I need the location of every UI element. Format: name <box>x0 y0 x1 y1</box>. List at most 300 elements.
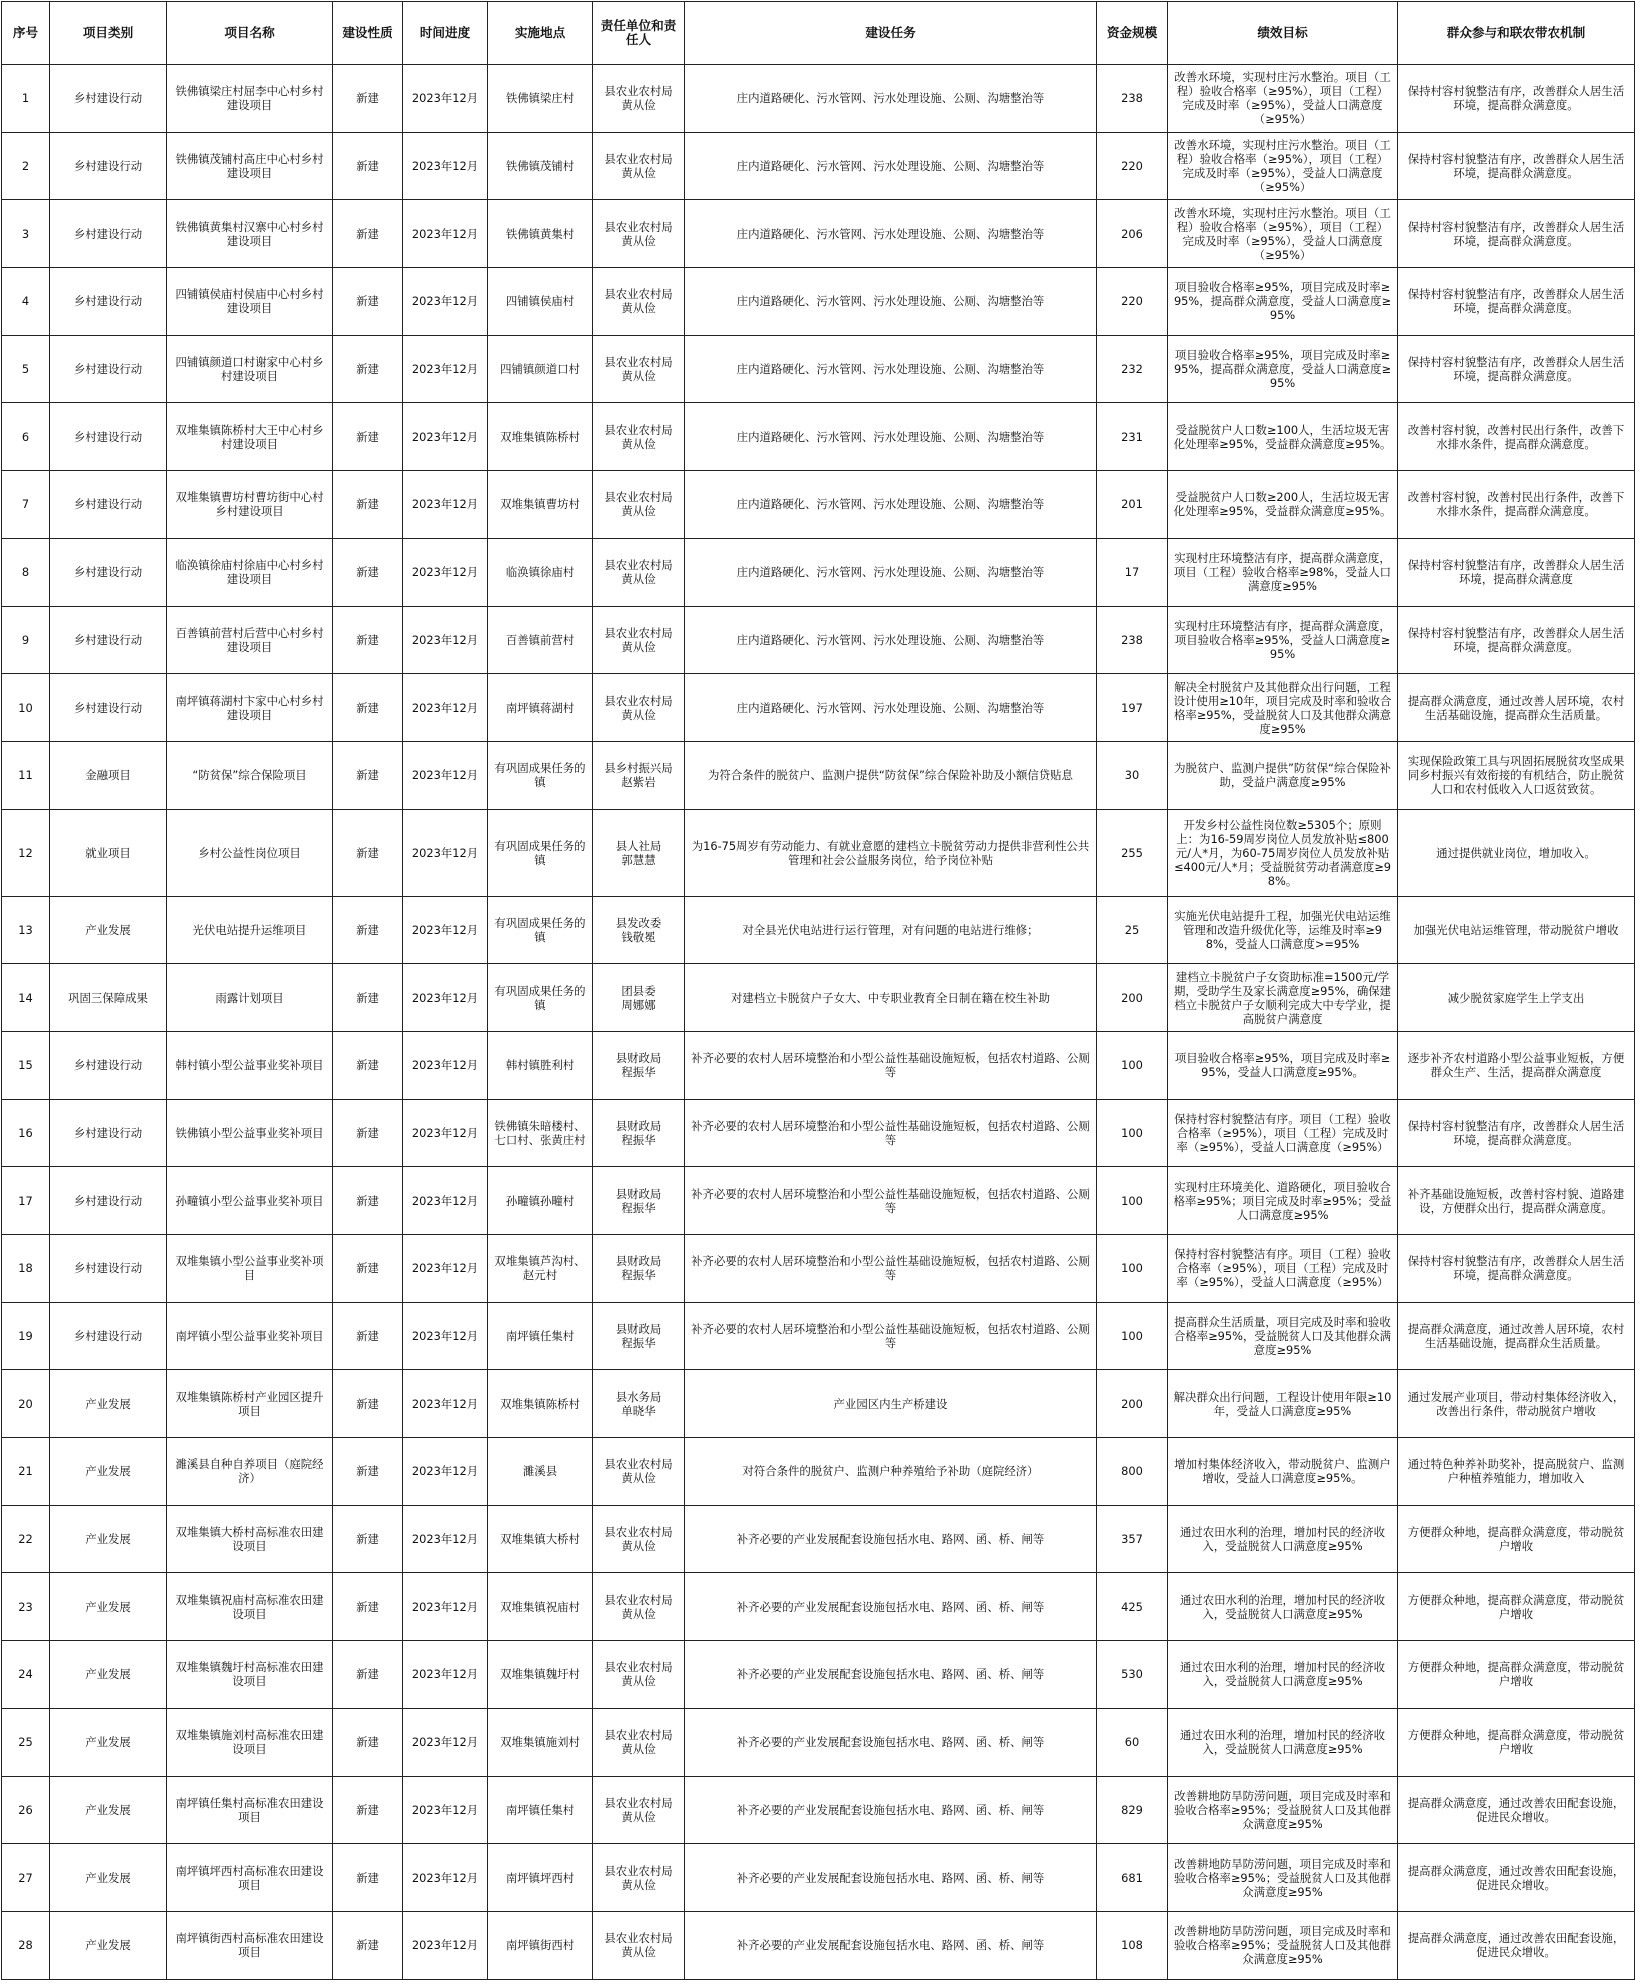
cell-task: 补齐必要的产业发展配套设施包括水电、路网、函、桥、闸等 <box>685 1641 1097 1709</box>
table-row <box>2 65 1635 133</box>
cell-goal: 开发乡村公益性岗位数≥5305个；原则上：为16-59周岁岗位人员发放补贴≤800元/人*月，为60-75周岁岗位人员发放补贴≤400元/人*月；受益脱贫劳动者满意度≥98%。 <box>1168 809 1398 896</box>
cell-no: 23 <box>2 1573 50 1641</box>
cell-no: 22 <box>2 1505 50 1573</box>
cell-goal: 实现村庄环境整洁有序，提高群众满意度，项目验收合格率≥95%，受益人口满意度≥95% <box>1168 606 1398 674</box>
cell-mechanism: 通过特色种养补助奖补，提高脱贫户、监测户种植养殖能力，增加收入 <box>1398 1438 1635 1506</box>
cell-location: 南坪镇蒋湖村 <box>488 674 593 742</box>
cell-no: 18 <box>2 1235 50 1303</box>
cell-nature: 新建 <box>333 268 403 336</box>
cell-fund: 206 <box>1097 200 1168 268</box>
cell-name: “防贫保”综合保险项目 <box>167 741 333 809</box>
cell-category: 产业发展 <box>50 896 167 964</box>
project-table <box>1 1 1635 1980</box>
cell-name: 孙疃镇小型公益事业奖补项目 <box>167 1167 333 1235</box>
table-row <box>2 1641 1635 1709</box>
cell-category: 乡村建设行动 <box>50 1302 167 1370</box>
cell-no: 28 <box>2 1911 50 1979</box>
cell-mechanism: 提高群众满意度，通过改善农田配套设施，促进民众增收。 <box>1398 1911 1635 1979</box>
header-category: 项目类别 <box>50 2 167 65</box>
cell-name: 光伏电站提升运维项目 <box>167 896 333 964</box>
unit-name: 县农业农村局 <box>604 1525 673 1540</box>
header-no: 序号 <box>2 2 50 65</box>
cell-location: 双堆集镇施刘村 <box>488 1708 593 1776</box>
cell-location: 双堆集镇芦沟村、赵元村 <box>488 1235 593 1303</box>
cell-goal: 通过农田水利的治理，增加村民的经济收入，受益脱贫人口满意度≥95% <box>1168 1708 1398 1776</box>
cell-category: 产业发展 <box>50 1911 167 1979</box>
cell-no: 17 <box>2 1167 50 1235</box>
cell-no: 5 <box>2 335 50 403</box>
cell-unit <box>593 1505 685 1573</box>
person-name: 程振华 <box>621 1200 656 1215</box>
cell-schedule: 2023年12月 <box>403 1370 488 1438</box>
table-row <box>2 896 1635 964</box>
person-name: 周娜娜 <box>621 997 656 1012</box>
cell-fund: 232 <box>1097 335 1168 403</box>
cell-fund: 681 <box>1097 1844 1168 1912</box>
cell-location: 双堆集镇祝庙村 <box>488 1573 593 1641</box>
cell-name: 双堆集镇陈桥村大王中心村乡村建设项目 <box>167 403 333 471</box>
cell-category: 乡村建设行动 <box>50 200 167 268</box>
cell-schedule: 2023年12月 <box>403 1573 488 1641</box>
cell-schedule: 2023年12月 <box>403 741 488 809</box>
cell-mechanism: 逐步补齐农村道路小型公益事业短板，方便群众生产、生活，提高群众满意度 <box>1398 1031 1635 1099</box>
cell-goal: 改善耕地防旱防涝问题，项目完成及时率和验收合格率≥95%；受益脱贫人口及其他群众满意度≥95% <box>1168 1776 1398 1844</box>
cell-mechanism: 保持村容村貌整洁有序，改善群众人居生活环境，提高群众满意度。 <box>1398 200 1635 268</box>
cell-fund: 30 <box>1097 741 1168 809</box>
cell-task: 补齐必要的产业发展配套设施包括水电、路网、函、桥、闸等 <box>685 1505 1097 1573</box>
cell-nature: 新建 <box>333 1573 403 1641</box>
cell-schedule: 2023年12月 <box>403 1641 488 1709</box>
cell-task: 庄内道路硬化、污水管网、污水处理设施、公厕、沟塘整治等 <box>685 403 1097 471</box>
cell-no: 20 <box>2 1370 50 1438</box>
unit-name: 县农业农村局 <box>604 693 673 708</box>
cell-nature: 新建 <box>333 200 403 268</box>
cell-fund: 100 <box>1097 1235 1168 1303</box>
cell-category: 乡村建设行动 <box>50 606 167 674</box>
cell-nature: 新建 <box>333 403 403 471</box>
cell-mechanism: 通过提供就业岗位，增加收入。 <box>1398 809 1635 896</box>
cell-goal: 解决全村脱贫户及其他群众出行问题，工程设计使用≥10年，项目完成及时率和验收合格率≥95%，受益脱贫人口及其他群众满意度≥95% <box>1168 674 1398 742</box>
unit-name: 县财政局 <box>615 1051 662 1066</box>
cell-name: 双堆集镇陈桥村产业园区提升项目 <box>167 1370 333 1438</box>
cell-location: 南坪镇任集村 <box>488 1776 593 1844</box>
cell-task: 庄内道路硬化、污水管网、污水处理设施、公厕、沟塘整治等 <box>685 335 1097 403</box>
cell-schedule: 2023年12月 <box>403 809 488 896</box>
cell-unit <box>593 1099 685 1167</box>
cell-unit <box>593 1641 685 1709</box>
cell-location: 四铺镇颜道口村 <box>488 335 593 403</box>
unit-name: 县水务局 <box>615 1389 662 1404</box>
cell-name: 双堆集镇施刘村高标准农田建设项目 <box>167 1708 333 1776</box>
table-row <box>2 1573 1635 1641</box>
cell-category: 巩固三保障成果 <box>50 964 167 1032</box>
cell-nature: 新建 <box>333 674 403 742</box>
cell-category: 乡村建设行动 <box>50 65 167 133</box>
cell-category: 金融项目 <box>50 741 167 809</box>
cell-goal: 改善水环境，实现村庄污水整治。项目（工程）验收合格率（≥95%），项目（工程）完成及时率（≥95%），受益人口满意度（≥95%） <box>1168 132 1398 200</box>
cell-mechanism: 提高群众满意度，通过改善人居环境，农村生活基础设施，提高群众生活质量。 <box>1398 1302 1635 1370</box>
header-schedule: 时间进度 <box>403 2 488 65</box>
table-row <box>2 1844 1635 1912</box>
cell-nature: 新建 <box>333 1641 403 1709</box>
cell-unit <box>593 403 685 471</box>
unit-name: 县财政局 <box>615 1322 662 1337</box>
cell-mechanism: 保持村容村貌整洁有序，改善群众人居生活环境，提高群众满意度。 <box>1398 606 1635 674</box>
cell-location: 临涣镇徐庙村 <box>488 538 593 606</box>
cell-no: 12 <box>2 809 50 896</box>
cell-category: 产业发展 <box>50 1844 167 1912</box>
cell-unit <box>593 606 685 674</box>
unit-name: 县发改委 <box>615 915 662 930</box>
cell-goal: 保持村容村貌整洁有序。项目（工程）验收合格率（≥95%），项目（工程）完成及时率（≥95%），受益人口满意度（≥95%） <box>1168 1099 1398 1167</box>
cell-goal: 项目验收合格率≥95%，项目完成及时率≥95%，提高群众满意度，受益人口满意度≥95% <box>1168 335 1398 403</box>
cell-category: 产业发展 <box>50 1708 167 1776</box>
cell-task: 庄内道路硬化、污水管网、污水处理设施、公厕、沟塘整治等 <box>685 471 1097 539</box>
table-row <box>2 1302 1635 1370</box>
person-name: 程振华 <box>621 1268 656 1283</box>
unit-name: 县农业农村局 <box>604 219 673 234</box>
table-row <box>2 741 1635 809</box>
cell-fund: 231 <box>1097 403 1168 471</box>
cell-schedule: 2023年12月 <box>403 1235 488 1303</box>
cell-schedule: 2023年12月 <box>403 471 488 539</box>
cell-fund: 100 <box>1097 1302 1168 1370</box>
cell-name: 雨露计划项目 <box>167 964 333 1032</box>
header-row <box>2 2 1635 65</box>
cell-schedule: 2023年12月 <box>403 132 488 200</box>
cell-task: 对符合条件的脱贫户、监测户种养殖给予补助（庭院经济） <box>685 1438 1097 1506</box>
cell-category: 乡村建设行动 <box>50 674 167 742</box>
cell-no: 25 <box>2 1708 50 1776</box>
cell-task: 为16-75周岁有劳动能力、有就业意愿的建档立卡脱贫劳动力提供非营利性公共管理和社会公益服务岗位，给予岗位补贴 <box>685 809 1097 896</box>
cell-goal: 实施光伏电站提升工程，加强光伏电站运维管理和改造升级优化等，运维及时率≥98%，受益人口满意度>=95% <box>1168 896 1398 964</box>
cell-no: 1 <box>2 65 50 133</box>
cell-fund: 60 <box>1097 1708 1168 1776</box>
cell-mechanism: 保持村容村貌整洁有序，改善群众人居生活环境，提高群众满意度。 <box>1398 132 1635 200</box>
cell-nature: 新建 <box>333 809 403 896</box>
unit-name: 县农业农村局 <box>604 1592 673 1607</box>
table-row <box>2 1031 1635 1099</box>
header-name: 项目名称 <box>167 2 333 65</box>
cell-no: 13 <box>2 896 50 964</box>
unit-name: 县农业农村局 <box>604 287 673 302</box>
cell-goal: 实现村庄环境整洁有序，提高群众满意度，项目（工程）验收合格率≥98%，受益人口满意度≥95% <box>1168 538 1398 606</box>
unit-name: 县人社局 <box>615 838 662 853</box>
cell-goal: 通过农田水利的治理，增加村民的经济收入，受益脱贫人口满意度≥95% <box>1168 1641 1398 1709</box>
cell-mechanism: 减少脱贫家庭学生上学支出 <box>1398 964 1635 1032</box>
cell-mechanism: 提高群众满意度，通过改善农田配套设施，促进民众增收。 <box>1398 1844 1635 1912</box>
cell-no: 8 <box>2 538 50 606</box>
cell-nature: 新建 <box>333 1167 403 1235</box>
person-name: 单晓华 <box>621 1403 656 1418</box>
table-row <box>2 674 1635 742</box>
unit-name: 县农业农村局 <box>604 152 673 167</box>
unit-name: 县财政局 <box>615 1118 662 1133</box>
cell-location: 南坪镇街西村 <box>488 1911 593 1979</box>
cell-category: 乡村建设行动 <box>50 268 167 336</box>
cell-fund: 17 <box>1097 538 1168 606</box>
unit-name: 团县委 <box>621 983 656 998</box>
cell-unit <box>593 1844 685 1912</box>
cell-unit <box>593 1167 685 1235</box>
table-row <box>2 268 1635 336</box>
cell-fund: 25 <box>1097 896 1168 964</box>
person-name: 黄从俭 <box>621 233 656 248</box>
person-name: 黄从俭 <box>621 1606 656 1621</box>
person-name: 黄从俭 <box>621 639 656 654</box>
cell-goal: 通过农田水利的治理，增加村民的经济收入，受益脱贫人口满意度≥95% <box>1168 1573 1398 1641</box>
cell-unit <box>593 1573 685 1641</box>
cell-fund: 238 <box>1097 65 1168 133</box>
cell-name: 铁佛镇梁庄村屈李中心村乡村建设项目 <box>167 65 333 133</box>
cell-task: 补齐必要的农村人居环境整治和小型公益性基础设施短板，包括农村道路、公厕等 <box>685 1031 1097 1099</box>
table-row <box>2 1167 1635 1235</box>
cell-schedule: 2023年12月 <box>403 65 488 133</box>
person-name: 赵紫岩 <box>621 775 656 790</box>
cell-location: 有巩固成果任务的镇 <box>488 741 593 809</box>
cell-goal: 项目验收合格率≥95%，项目完成及时率≥95%，提高群众满意度，受益人口满意度≥95% <box>1168 268 1398 336</box>
cell-name: 百善镇前营村后营中心村乡村建设项目 <box>167 606 333 674</box>
cell-fund: 100 <box>1097 1167 1168 1235</box>
cell-no: 26 <box>2 1776 50 1844</box>
unit-name: 县农业农村局 <box>604 490 673 505</box>
cell-nature: 新建 <box>333 964 403 1032</box>
cell-fund: 238 <box>1097 606 1168 674</box>
cell-nature: 新建 <box>333 65 403 133</box>
cell-schedule: 2023年12月 <box>403 403 488 471</box>
cell-task: 补齐必要的产业发展配套设施包括水电、路网、函、桥、闸等 <box>685 1911 1097 1979</box>
cell-task: 补齐必要的农村人居环境整治和小型公益性基础设施短板，包括农村道路、公厕等 <box>685 1235 1097 1303</box>
cell-goal: 改善耕地防旱防涝问题，项目完成及时率和验收合格率≥95%；受益脱贫人口及其他群众满意度≥95% <box>1168 1844 1398 1912</box>
unit-name: 县农业农村局 <box>604 625 673 640</box>
cell-goal: 改善水环境，实现村庄污水整治。项目（工程）验收合格率（≥95%），项目（工程）完成及时率（≥95%），受益人口满意度（≥95%） <box>1168 200 1398 268</box>
person-name: 钱敬冕 <box>621 929 656 944</box>
unit-name: 县农业农村局 <box>604 1457 673 1472</box>
unit-name: 县财政局 <box>615 1254 662 1269</box>
cell-task: 庄内道路硬化、污水管网、污水处理设施、公厕、沟塘整治等 <box>685 268 1097 336</box>
person-name: 程振华 <box>621 1132 656 1147</box>
person-name: 程振华 <box>621 1065 656 1080</box>
cell-schedule: 2023年12月 <box>403 1844 488 1912</box>
header-mechanism: 群众参与和联农带农机制 <box>1398 2 1635 65</box>
cell-mechanism: 改善村容村貌，改善村民出行条件，改善下水排水条件，提高群众满意度。 <box>1398 403 1635 471</box>
cell-location: 南坪镇坪西村 <box>488 1844 593 1912</box>
cell-goal: 通过农田水利的治理，增加村民的经济收入，受益脱贫人口满意度≥95% <box>1168 1505 1398 1573</box>
cell-unit <box>593 1302 685 1370</box>
cell-mechanism: 方便群众种地，提高群众满意度，带动脱贫户增收 <box>1398 1641 1635 1709</box>
cell-unit <box>593 1235 685 1303</box>
cell-no: 10 <box>2 674 50 742</box>
cell-task: 补齐必要的产业发展配套设施包括水电、路网、函、桥、闸等 <box>685 1776 1097 1844</box>
unit-name: 县农业农村局 <box>604 558 673 573</box>
cell-name: 双堆集镇曹坊村曹坊街中心村乡村建设项目 <box>167 471 333 539</box>
cell-category: 产业发展 <box>50 1370 167 1438</box>
cell-goal: 受益脱贫户人口数≥200人，生活垃圾无害化处理率≥95%，受益群众满意度≥95%。 <box>1168 471 1398 539</box>
cell-nature: 新建 <box>333 471 403 539</box>
person-name: 黄从俭 <box>621 1945 656 1960</box>
table-row <box>2 606 1635 674</box>
cell-nature: 新建 <box>333 606 403 674</box>
unit-name: 县农业农村局 <box>604 1863 673 1878</box>
cell-mechanism: 保持村容村貌整洁有序，改善群众人居生活环境，提高群众满意度。 <box>1398 1099 1635 1167</box>
cell-mechanism: 方便群众种地，提高群众满意度，带动脱贫户增收 <box>1398 1573 1635 1641</box>
cell-category: 乡村建设行动 <box>50 1235 167 1303</box>
table-row <box>2 1911 1635 1979</box>
cell-goal: 提高群众生活质量，项目完成及时率和验收合格率≥95%，受益脱贫人口及其他群众满意度≥95% <box>1168 1302 1398 1370</box>
cell-no: 7 <box>2 471 50 539</box>
cell-schedule: 2023年12月 <box>403 1302 488 1370</box>
cell-name: 乡村公益性岗位项目 <box>167 809 333 896</box>
header-unit: 责任单位和责任人 <box>593 2 685 65</box>
cell-mechanism: 补齐基础设施短板，改善村容村貌、道路建设，方便群众出行，提高群众满意度。 <box>1398 1167 1635 1235</box>
person-name: 黄从俭 <box>621 1742 656 1757</box>
unit-name: 县农业农村局 <box>604 84 673 99</box>
cell-name: 铁佛镇小型公益事业奖补项目 <box>167 1099 333 1167</box>
cell-goal: 实现村庄环境美化、道路硬化，项目验收合格率≥95%；项目完成及时率≥95%；受益人口满意度≥95% <box>1168 1167 1398 1235</box>
cell-schedule: 2023年12月 <box>403 606 488 674</box>
cell-goal: 改善水环境，实现村庄污水整治。项目（工程）验收合格率（≥95%），项目（工程）完成及时率（≥95%），受益人口满意度（≥95%） <box>1168 65 1398 133</box>
cell-unit <box>593 1776 685 1844</box>
cell-fund: 100 <box>1097 1099 1168 1167</box>
cell-fund: 255 <box>1097 809 1168 896</box>
table-row <box>2 1776 1635 1844</box>
cell-mechanism: 方便群众种地，提高群众满意度，带动脱贫户增收 <box>1398 1505 1635 1573</box>
cell-location: 有巩固成果任务的镇 <box>488 896 593 964</box>
cell-nature: 新建 <box>333 538 403 606</box>
cell-fund: 425 <box>1097 1573 1168 1641</box>
cell-schedule: 2023年12月 <box>403 1911 488 1979</box>
cell-category: 乡村建设行动 <box>50 335 167 403</box>
cell-task: 庄内道路硬化、污水管网、污水处理设施、公厕、沟塘整治等 <box>685 674 1097 742</box>
cell-task: 庄内道路硬化、污水管网、污水处理设施、公厕、沟塘整治等 <box>685 132 1097 200</box>
cell-unit <box>593 132 685 200</box>
cell-name: 四铺镇侯庙村侯庙中心村乡村建设项目 <box>167 268 333 336</box>
cell-nature: 新建 <box>333 1370 403 1438</box>
cell-no: 6 <box>2 403 50 471</box>
cell-fund: 197 <box>1097 674 1168 742</box>
person-name: 黄从俭 <box>621 166 656 181</box>
cell-schedule: 2023年12月 <box>403 1505 488 1573</box>
cell-goal: 为脱贫户、监测户提供”防贫保“综合保险补助，受益户满意度≥95% <box>1168 741 1398 809</box>
cell-location: 铁佛镇黄集村 <box>488 200 593 268</box>
unit-name: 县农业农村局 <box>604 422 673 437</box>
cell-fund: 108 <box>1097 1911 1168 1979</box>
unit-name: 县农业农村局 <box>604 355 673 370</box>
cell-schedule: 2023年12月 <box>403 674 488 742</box>
person-name: 黄从俭 <box>621 436 656 451</box>
cell-nature: 新建 <box>333 1911 403 1979</box>
cell-unit <box>593 1708 685 1776</box>
cell-category: 产业发展 <box>50 1573 167 1641</box>
cell-task: 为符合条件的脱贫户、监测户提供“防贫保”综合保险补助及小额信贷贴息 <box>685 741 1097 809</box>
cell-mechanism: 改善村容村貌，改善村民出行条件，改善下水排水条件，提高群众满意度。 <box>1398 471 1635 539</box>
cell-location: 孙疃镇孙疃村 <box>488 1167 593 1235</box>
cell-category: 乡村建设行动 <box>50 471 167 539</box>
cell-name: 韩村镇小型公益事业奖补项目 <box>167 1031 333 1099</box>
cell-nature: 新建 <box>333 896 403 964</box>
cell-schedule: 2023年12月 <box>403 964 488 1032</box>
cell-category: 产业发展 <box>50 1505 167 1573</box>
cell-fund: 200 <box>1097 1370 1168 1438</box>
cell-schedule: 2023年12月 <box>403 1438 488 1506</box>
cell-location: 有巩固成果任务的镇 <box>488 964 593 1032</box>
cell-location: 双堆集镇曹坊村 <box>488 471 593 539</box>
cell-goal: 建档立卡脱贫户子女资助标准=1500元/学期，受助学生及家长满意度≥95%，确保建档立卡脱贫户子女顺利完成大中专学业，提高脱贫户满意度 <box>1168 964 1398 1032</box>
cell-task: 补齐必要的农村人居环境整治和小型公益性基础设施短板，包括农村道路、公厕等 <box>685 1302 1097 1370</box>
cell-location: 铁佛镇朱暗楼村、七口村、张黄庄村 <box>488 1099 593 1167</box>
cell-unit <box>593 1370 685 1438</box>
cell-category: 乡村建设行动 <box>50 1167 167 1235</box>
cell-no: 16 <box>2 1099 50 1167</box>
table-row <box>2 1370 1635 1438</box>
table-row <box>2 1505 1635 1573</box>
cell-name: 双堆集镇大桥村高标准农田建设项目 <box>167 1505 333 1573</box>
cell-mechanism: 提高群众满意度，通过改善人居环境，农村生活基础设施，提高群众生活质量。 <box>1398 674 1635 742</box>
cell-task: 对建档立卡脱贫户子女大、中专职业教育全日制在籍在校生补助 <box>685 964 1097 1032</box>
cell-schedule: 2023年12月 <box>403 538 488 606</box>
cell-task: 补齐必要的农村人居环境整治和小型公益性基础设施短板，包括农村道路、公厕等 <box>685 1099 1097 1167</box>
cell-mechanism: 保持村容村貌整洁有序，改善群众人居生活环境，提高群众满意度。 <box>1398 1235 1635 1303</box>
table-row <box>2 538 1635 606</box>
person-name: 郭慧慧 <box>621 852 656 867</box>
header-fund: 资金规模 <box>1097 2 1168 65</box>
cell-fund: 829 <box>1097 1776 1168 1844</box>
cell-name: 四铺镇颜道口村谢家中心村乡村建设项目 <box>167 335 333 403</box>
cell-task: 庄内道路硬化、污水管网、污水处理设施、公厕、沟塘整治等 <box>685 200 1097 268</box>
cell-task: 补齐必要的产业发展配套设施包括水电、路网、函、桥、闸等 <box>685 1573 1097 1641</box>
cell-fund: 357 <box>1097 1505 1168 1573</box>
cell-no: 2 <box>2 132 50 200</box>
cell-unit <box>593 538 685 606</box>
cell-task: 补齐必要的农村人居环境整治和小型公益性基础设施短板，包括农村道路、公厕等 <box>685 1167 1097 1235</box>
unit-name: 县农业农村局 <box>604 1795 673 1810</box>
cell-schedule: 2023年12月 <box>403 1099 488 1167</box>
cell-task: 补齐必要的产业发展配套设施包括水电、路网、函、桥、闸等 <box>685 1708 1097 1776</box>
unit-name: 县财政局 <box>615 1186 662 1201</box>
cell-goal: 改善耕地防旱防涝问题，项目完成及时率和验收合格率≥95%；受益脱贫人口及其他群众满意度≥95% <box>1168 1911 1398 1979</box>
cell-schedule: 2023年12月 <box>403 1167 488 1235</box>
cell-no: 15 <box>2 1031 50 1099</box>
unit-name: 县农业农村局 <box>604 1728 673 1743</box>
person-name: 黄从俭 <box>621 504 656 519</box>
cell-nature: 新建 <box>333 1031 403 1099</box>
cell-unit <box>593 65 685 133</box>
cell-category: 产业发展 <box>50 1641 167 1709</box>
person-name: 黄从俭 <box>621 707 656 722</box>
cell-nature: 新建 <box>333 132 403 200</box>
cell-no: 19 <box>2 1302 50 1370</box>
cell-task: 庄内道路硬化、污水管网、污水处理设施、公厕、沟塘整治等 <box>685 65 1097 133</box>
cell-unit <box>593 809 685 896</box>
header-nature: 建设性质 <box>333 2 403 65</box>
cell-task: 庄内道路硬化、污水管网、污水处理设施、公厕、沟塘整治等 <box>685 538 1097 606</box>
cell-unit <box>593 471 685 539</box>
cell-fund: 220 <box>1097 268 1168 336</box>
cell-unit <box>593 268 685 336</box>
cell-fund: 201 <box>1097 471 1168 539</box>
cell-goal: 项目验收合格率≥95%，项目完成及时率≥95%，受益人口满意度≥95%。 <box>1168 1031 1398 1099</box>
header-task: 建设任务 <box>685 2 1097 65</box>
table-row <box>2 809 1635 896</box>
cell-location: 百善镇前营村 <box>488 606 593 674</box>
cell-no: 11 <box>2 741 50 809</box>
person-name: 黄从俭 <box>621 1674 656 1689</box>
cell-name: 铁佛镇茂铺村高庄中心村乡村建设项目 <box>167 132 333 200</box>
cell-fund: 200 <box>1097 964 1168 1032</box>
cell-task: 产业园区内生产桥建设 <box>685 1370 1097 1438</box>
unit-name: 县农业农村局 <box>604 1931 673 1946</box>
cell-nature: 新建 <box>333 1099 403 1167</box>
